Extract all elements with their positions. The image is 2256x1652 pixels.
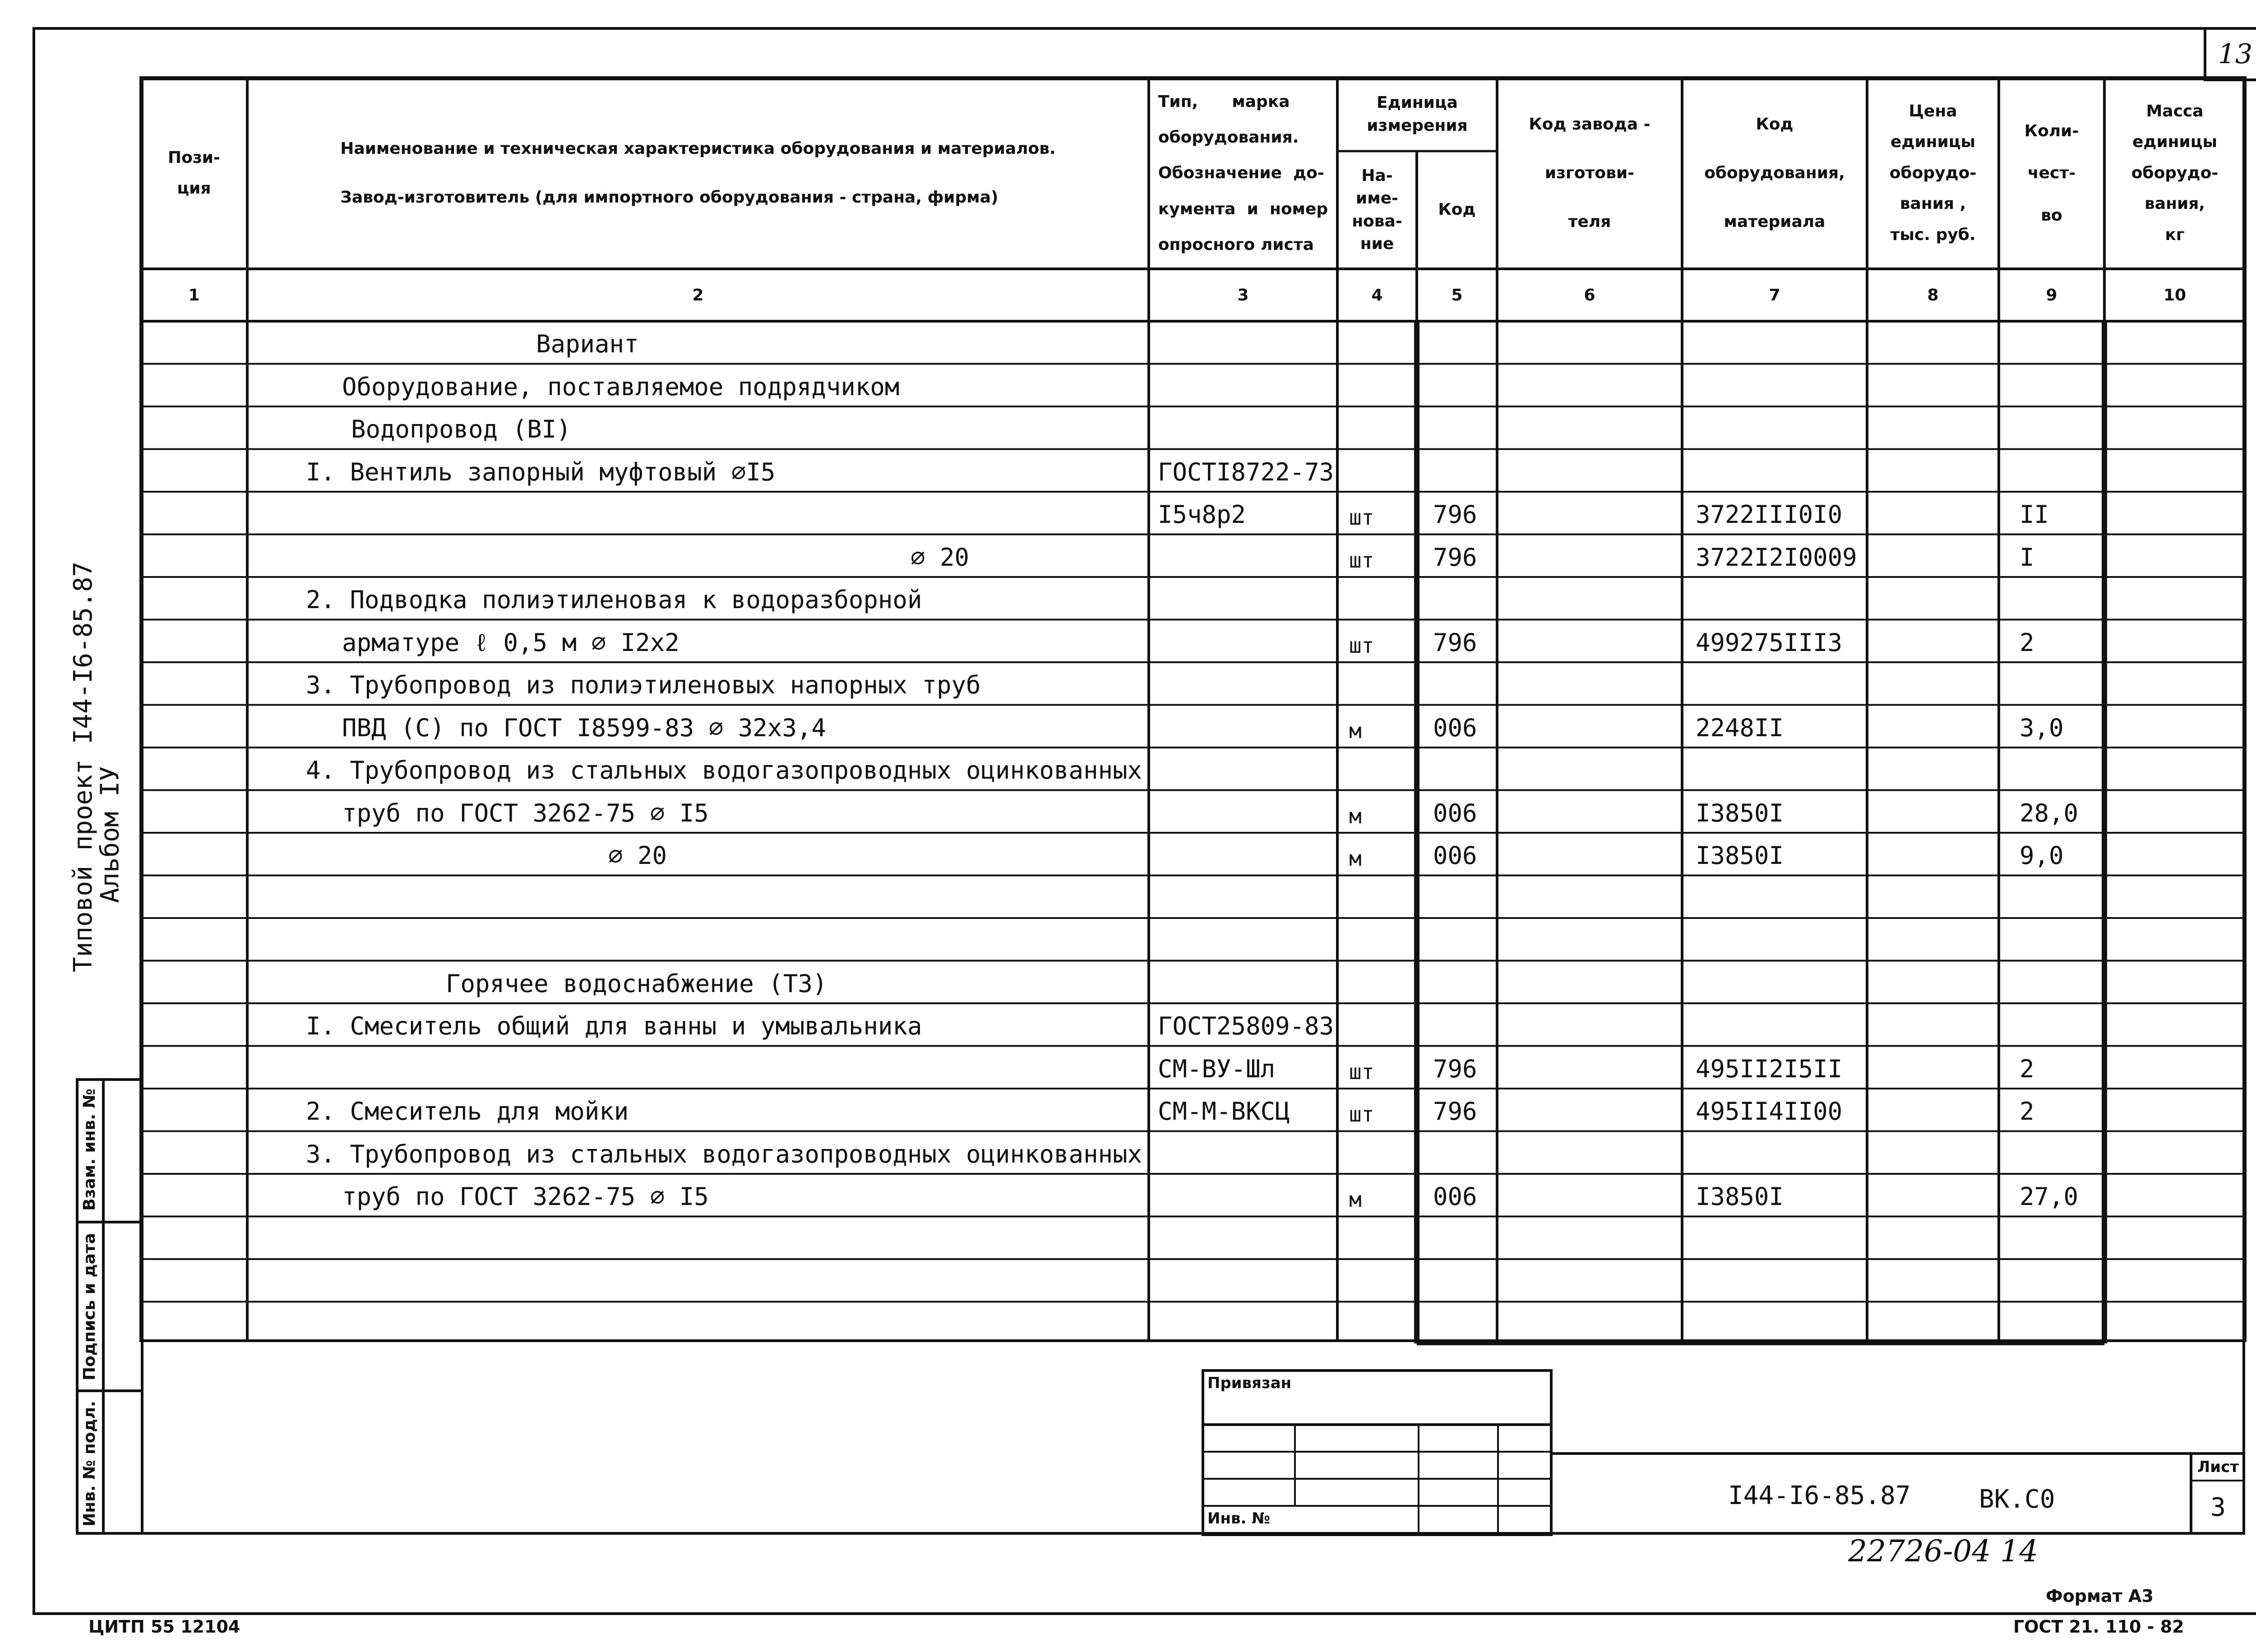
header-col-3-text: Тип, марка оборудования. Обозначение до- кумента и номер опросного листа xyxy=(1158,92,1328,254)
row-quantity: 2 xyxy=(2020,1097,2034,1126)
header-col-8-text: Цена единицы оборудо- вания , тыс. руб. xyxy=(1889,102,1977,244)
row-unit: шт xyxy=(1349,1059,1374,1084)
stamp-code: ВК.С0 xyxy=(1979,1485,2055,1514)
colnum-7: 7 xyxy=(1769,286,1780,305)
row-type: ГОСТ25809-83 xyxy=(1158,1012,1334,1040)
stamp-sheet-number: 3 xyxy=(2210,1493,2226,1522)
row-name: 2. Подводка полиэтиленовая к водоразборной xyxy=(306,586,922,614)
row-material-code: 499275III3 xyxy=(1696,630,1843,655)
bottom-left-code: ЦИТП 55 12104 xyxy=(88,1617,240,1637)
row-name: Горячее водоснабжение (Т3) xyxy=(446,969,828,998)
side-album-title: Альбом IУ xyxy=(96,766,125,903)
colnum-9: 9 xyxy=(2046,286,2057,305)
header-col-7-text: Код оборудования, материала xyxy=(1704,115,1845,231)
header-col-5-text: Код xyxy=(1438,200,1476,219)
colnum-4: 4 xyxy=(1371,286,1383,305)
row-name: труб по ГОСТ 3262-75 ∅ I5 xyxy=(342,798,709,827)
row-type: I5ч8р2 xyxy=(1158,500,1246,529)
row-code: 796 xyxy=(1433,628,1477,657)
row-quantity: 2 xyxy=(2020,1054,2034,1083)
row-quantity: II xyxy=(2020,500,2049,529)
row-material-code: I3850I xyxy=(1696,801,1784,826)
row-material-code: 2248II xyxy=(1696,715,1784,740)
side-label-vzam: Взам. инв. № xyxy=(80,1088,99,1211)
row-quantity: 28,0 xyxy=(2020,798,2079,827)
colnum-5: 5 xyxy=(1451,286,1463,305)
row-name: ∅ 20 xyxy=(608,841,667,870)
row-name: труб по ГОСТ 3262-75 ∅ I5 xyxy=(342,1182,709,1211)
row-code: 006 xyxy=(1433,841,1477,870)
row-material-code: I3850I xyxy=(1696,844,1784,868)
row-code: 796 xyxy=(1433,1097,1477,1126)
colnum-2: 2 xyxy=(692,286,704,305)
row-code: 006 xyxy=(1433,713,1477,742)
colnum-10: 10 xyxy=(2163,286,2187,305)
row-quantity: 3,0 xyxy=(2020,713,2064,742)
stamp-designation: I44-I6-85.87 xyxy=(1728,1481,1911,1510)
row-name: арматуре ℓ 0,5 м ∅ I2х2 xyxy=(342,628,680,657)
gost-label: ГОСТ 21. 110 - 82 xyxy=(2013,1617,2184,1637)
row-name: I. Смеситель общий для ванны и умывальника xyxy=(306,1012,922,1040)
side-project-title: Типовой проект I44-I6-85.87 xyxy=(69,561,98,973)
row-material-code: 3722III0I0 xyxy=(1696,503,1843,527)
row-unit: шт xyxy=(1349,633,1374,658)
row-quantity: I xyxy=(2020,543,2034,572)
row-unit: шт xyxy=(1349,548,1374,572)
header-col-1-text: Пози- ция xyxy=(168,148,220,198)
sheet-number-top: 13 xyxy=(2218,38,2253,70)
stamp-sheet-label: Лист xyxy=(2197,1458,2239,1476)
row-name: 3. Трубопровод из стальных водогазопроводных оцинкованных xyxy=(306,1140,1142,1168)
row-name: ∅ 20 xyxy=(911,543,970,572)
header-col-4-text: На- име- нова- ние xyxy=(1352,166,1402,253)
side-label-podpis: Подпись и дата xyxy=(80,1232,99,1380)
header-col-9-text: Коли- чест- во xyxy=(2024,121,2079,225)
header-col-6-text: Код завода - изготови- теля xyxy=(1529,115,1650,231)
row-unit: м xyxy=(1349,718,1362,743)
stamp-inv: Инв. № xyxy=(1207,1509,1271,1527)
row-unit: м xyxy=(1349,1187,1362,1212)
row-code: 796 xyxy=(1433,1054,1477,1083)
row-type: СМ-ВУ-Шл xyxy=(1158,1054,1276,1083)
row-quantity: 27,0 xyxy=(2020,1182,2079,1211)
stamp-privyazan: Привязан xyxy=(1207,1374,1292,1392)
row-name: ПВД (С) по ГОСТ I8599-83 ∅ 32х3,4 xyxy=(342,713,826,742)
row-unit: м xyxy=(1349,803,1362,828)
row-quantity: 9,0 xyxy=(2020,841,2064,870)
row-material-code: 3722I2I0009 xyxy=(1696,545,1857,570)
row-unit: м xyxy=(1349,846,1362,871)
row-type: ГОСТI8722-73 xyxy=(1158,457,1334,486)
colnum-6: 6 xyxy=(1584,286,1595,305)
row-name: 3. Трубопровод из полиэтиленовых напорных труб xyxy=(306,671,981,699)
row-material-code: I3850I xyxy=(1696,1185,1784,1209)
header-unit-group-text: Единица измерения xyxy=(1367,93,1468,135)
header-col-10-text: Масса единицы оборудо- вания, кг xyxy=(2131,102,2219,244)
handwritten-number: 22726-04 14 xyxy=(1848,1534,2039,1569)
row-material-code: 495II2I5II xyxy=(1696,1057,1843,1081)
row-unit: шт xyxy=(1349,505,1374,530)
colnum-1: 1 xyxy=(188,286,200,305)
row-type: СМ-М-ВКСЦ xyxy=(1158,1097,1290,1126)
row-material-code: 495II4II00 xyxy=(1696,1099,1843,1124)
colnum-8: 8 xyxy=(1927,286,1939,305)
row-unit: шт xyxy=(1349,1102,1374,1126)
format-label: Формат А3 xyxy=(2046,1586,2154,1606)
row-name: Водопровод (BI) xyxy=(351,415,571,443)
row-name: I. Вентиль запорный муфтовый ∅I5 xyxy=(306,457,776,486)
row-name: 4. Трубопровод из стальных водогазопроводных оцинкованных xyxy=(306,756,1142,784)
row-code: 796 xyxy=(1433,500,1477,529)
header-col-2-text: Наименование и техническая характеристика оборудования и материалов. Завод-изготовитель (для импортного оборудования - страна, фирма) xyxy=(340,139,1056,207)
row-code: 796 xyxy=(1433,543,1477,572)
row-code: 006 xyxy=(1433,798,1477,827)
row-code: 006 xyxy=(1433,1182,1477,1211)
row-name: Оборудование, поставляемое подрядчиком xyxy=(342,372,900,401)
row-name: Вариант xyxy=(536,330,639,358)
side-label-inv: Инв. № подл. xyxy=(80,1400,99,1527)
colnum-3: 3 xyxy=(1237,286,1249,305)
row-quantity: 2 xyxy=(2020,628,2034,657)
row-name: 2. Смеситель для мойки xyxy=(306,1097,629,1126)
